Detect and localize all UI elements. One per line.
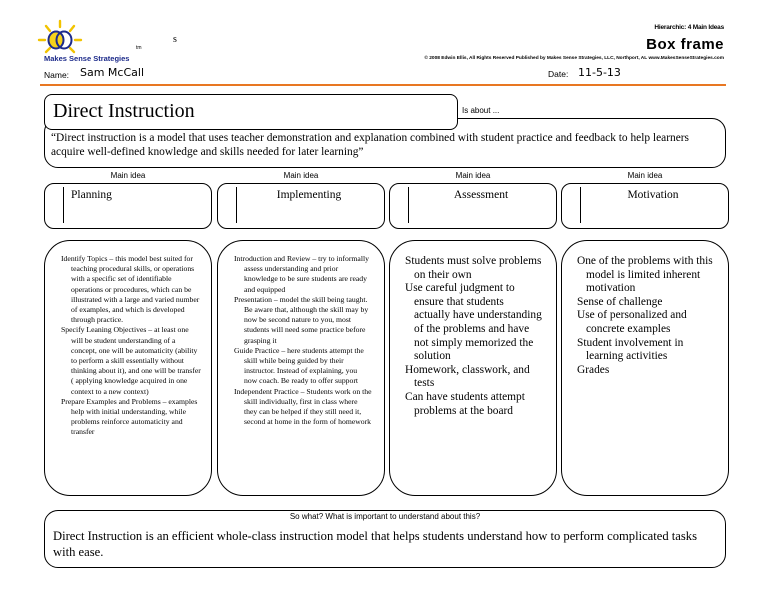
main-idea-label-1: Main idea (110, 171, 146, 180)
list-item: Identify Topics – this model best suited for teaching procedural skills, or operations with a specific set of identifiable operations or procedures, which can be illustrated with a large and varied number of examples, and which is developed through practice. (61, 254, 200, 325)
details-motivation (561, 240, 729, 496)
logo (36, 18, 146, 64)
divider (408, 187, 409, 223)
is-about-label: Is about ... (462, 106, 500, 115)
so-what-box (44, 510, 726, 568)
list-item: Presentation – model the skill being taught. Be aware that, although the skill may by now be second nature to you, most students will need some practice before grasping it (234, 294, 369, 345)
list-item: Students must solve problems on their own (405, 255, 542, 281)
main-idea-motivation (561, 183, 729, 229)
topic-title: Direct Instruction (53, 100, 195, 122)
date-label: Date: (548, 69, 569, 79)
details-assessment (389, 240, 557, 496)
hierarchic-label: Hierarchic: 4 Main Ideas (654, 24, 724, 31)
list-item: Can have students attempt problems at the board (405, 390, 525, 417)
main-idea-planning (44, 183, 212, 229)
list-item: Prepare Examples and Problems – examples help with initial understanding, while problems reinforce automaticity and transfer (61, 396, 198, 437)
main-idea-title: Planning (71, 189, 112, 201)
divider (63, 187, 64, 223)
main-idea-label-2: Main idea (283, 171, 319, 180)
list-item: Use of personalized and concrete examples (577, 309, 687, 335)
name-value: Sam McCall (80, 66, 145, 79)
list-item: One of the problems with this model is limited inherent motivation (577, 255, 713, 295)
list-item: Student involvement in learning activities (577, 336, 684, 363)
topic-box (44, 94, 458, 130)
list-item: Independent Practice – Students work on the skill individually, first in class where they can be helped if they still need it, second at home in the form of homework (234, 386, 372, 427)
detail-list (577, 255, 714, 377)
detail-list (234, 254, 372, 427)
detail-list (405, 255, 542, 418)
so-what-text: Direct Instruction is an efficient whole-class instruction model that helps students understand how to perform complicated tasks with ease. (53, 529, 697, 559)
list-item: Homework, classwork, and tests (405, 363, 530, 390)
details-planning (44, 240, 212, 496)
list-item: Specify Leaning Objectives – at least one will be student understanding of a concept, one will be automaticity (ability to perform a skill essentially without thinking about it), and one will be transfer ( applying knowledge acquired in one context to a new context) (61, 325, 201, 396)
main-idea-title: Motivation (627, 189, 679, 201)
list-item: Grades (577, 363, 610, 376)
frame-title: Box frame (646, 36, 724, 53)
list-item: Guide Practice – here students attempt the skill while being guided by their instructor. Instead of explaining, you now coach. Be ready to offer support (234, 345, 364, 386)
detail-list (61, 254, 201, 438)
main-idea-title: Implementing (276, 189, 342, 201)
main-idea-implementing (217, 183, 385, 229)
header-rule (40, 84, 726, 86)
so-what-label: So what? What is important to understand about this? (289, 512, 481, 521)
name-label: Name: (44, 70, 70, 80)
list-item: Use careful judgment to ensure that students actually have understanding of the problems and have not simply memorized the solution (405, 282, 542, 363)
list-item: Sense of challenge (577, 295, 663, 308)
logo-text: Makes Sense Strategies (44, 54, 130, 63)
main-idea-label-3: Main idea (455, 171, 491, 180)
main-idea-assessment (389, 183, 557, 229)
date-value: 11-5-13 (578, 66, 621, 79)
list-item: Introduction and Review – try to informally assess understanding and prior knowledge to be sure students are ready and equipped (234, 254, 369, 294)
copyright: © 2008 Edwin Ellis, All Rights Reserved Published by Makes Sense Strategies, LLC, Northport, AL www.MakesSenseStrategies.com (424, 56, 724, 61)
s-mark: s (173, 34, 177, 45)
main-idea-title: Assessment (453, 189, 509, 201)
divider (236, 187, 237, 223)
definition-text: “Direct instruction is a model that uses teacher demonstration and explanation combined with student practice and feedback to help learners acquire well-defined knowledge and skills needed for later learning” (51, 132, 689, 158)
divider (580, 187, 581, 223)
trademark: tm (136, 45, 142, 51)
main-idea-label-4: Main idea (627, 171, 663, 180)
details-implementing (217, 240, 385, 496)
